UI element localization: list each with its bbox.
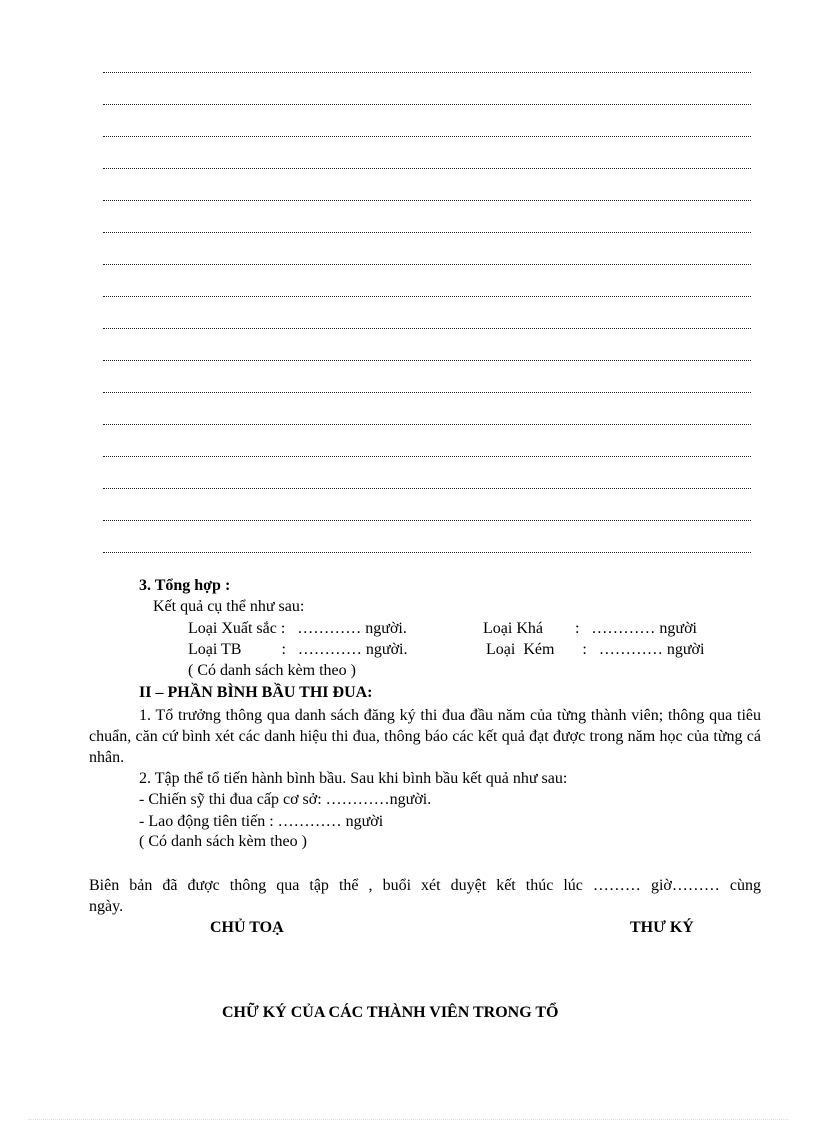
blank-line [103,486,751,489]
result-average: Loại TB : ………… người. [188,641,408,658]
section-3-heading: 3. Tổng hợp : [139,577,231,594]
blank-line [103,134,751,137]
result-good: Loại Khá : ………… người [483,620,697,637]
secretary-signature-label: THƯ KÝ [630,919,694,936]
result-excellent: Loại Xuất sắc : ………… người. [188,620,407,637]
voting-paragraph-2: 2. Tập thể tổ tiến hành bình bầu. Sau khi bình bầu kết quả như sau: [139,770,568,787]
results-intro: Kết quả cụ thể như sau: [153,598,305,615]
page-edge-rule [28,1118,788,1120]
advanced-worker-count: - Lao động tiên tiến : ………… người [139,813,384,830]
result-poor: Loại Kém : ………… người [486,641,705,658]
blank-line [103,422,751,425]
attached-list-note-2: ( Có danh sách kèm theo ) [139,833,307,850]
blank-line [103,326,751,329]
blank-line [103,166,751,169]
blank-line [103,518,751,521]
members-signatures-title: CHỮ KÝ CỦA CÁC THÀNH VIÊN TRONG TỔ [222,1004,559,1021]
blank-line [103,454,751,457]
section-2-heading: II – PHẦN BÌNH BẦU THI ĐUA: [139,684,373,701]
chair-signature-label: CHỦ TOẠ [210,919,284,936]
blank-line [103,294,751,297]
voting-paragraph-1: 1. Tổ trưởng thông qua danh sách đăng ký thi đua đầu năm của từng thành viên; thông qua tiêu chuẩn, căn cứ bình xét các danh hiệu thi đua, thông báo các kết quả đạt được trong năm học của từng cá nhân. [89,707,761,766]
blank-line [103,358,751,361]
emulation-fighter-count: - Chiến sỹ thi đua cấp cơ sở: …………người. [139,791,432,808]
blank-line [103,70,751,73]
blank-line [103,262,751,265]
blank-line [103,102,751,105]
blank-line [103,198,751,201]
blank-line [103,230,751,233]
attached-list-note: ( Có danh sách kèm theo ) [188,662,356,679]
blank-line [103,390,751,393]
closing-statement: Biên bản đã được thông qua tập thể , buổi xét duyệt kết thúc lúc ……… giờ……… cùng ngày. [89,877,761,915]
blank-line [103,550,751,553]
